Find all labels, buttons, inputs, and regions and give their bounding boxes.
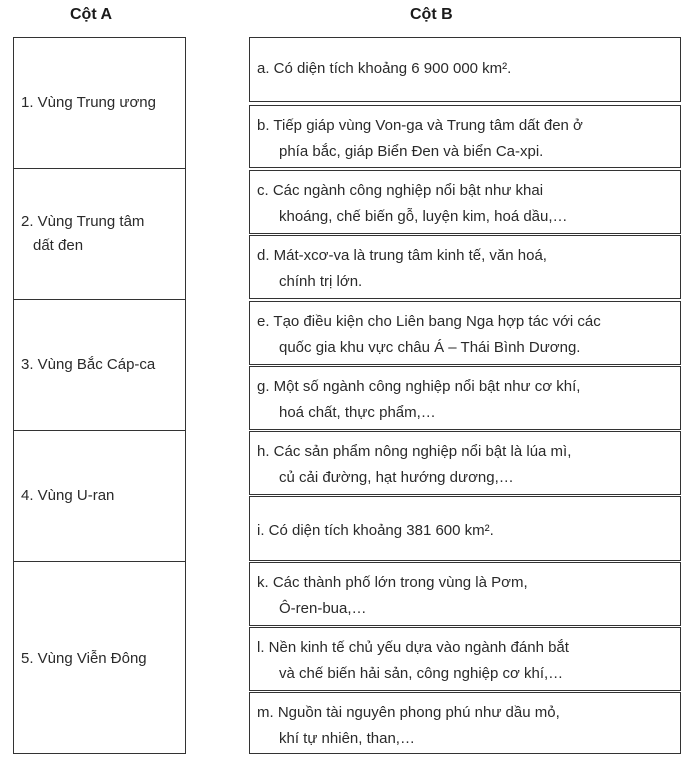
item-text-line2: và chế biến hải sản, công nghiệp cơ khí,… (279, 665, 564, 682)
item-text: 5. Vùng Viễn Đông (21, 649, 147, 667)
column-a-item-1 (14, 38, 185, 169)
item-text: 3. Vùng Bắc Cáp-ca (21, 356, 156, 373)
column-b-table (249, 37, 681, 754)
column-b-item-a (249, 37, 681, 102)
item-text: c. Các ngành công nghiệp nổi bật như khai (257, 182, 544, 199)
item-text: b. Tiếp giáp vùng Von-ga và Trung tâm dất đen ở (257, 117, 583, 134)
item-text-line2: chính trị lớn. (279, 273, 363, 290)
column-b-item-i (249, 496, 681, 561)
item-text: e. Tạo điều kiện cho Liên bang Nga hợp tác với các (257, 313, 601, 330)
item-text: i. Có diện tích khoảng 381 600 km². (257, 522, 494, 539)
item-text: k. Các thành phố lớn trong vùng là Pơm, (257, 574, 528, 591)
item-text-line2: Ô-ren-bua,… (279, 600, 367, 617)
item-text: d. Mát-xcơ-va là trung tâm kinh tế, văn hoá, (257, 247, 547, 264)
column-b-item-b (249, 105, 681, 168)
item-text-line2: củ cải đường, hạt hướng dương,… (279, 469, 514, 486)
item-text: l. Nền kinh tế chủ yếu dựa vào ngành đánh bắt (257, 639, 569, 656)
column-a-item-2 (14, 169, 185, 300)
column-b-item-d (249, 235, 681, 299)
column-a-item-3 (14, 300, 185, 431)
item-text: m. Nguồn tài nguyên phong phú như dầu mỏ, (257, 704, 560, 721)
column-b-item-k (249, 562, 681, 626)
item-text-line2: phía bắc, giáp Biển Đen và biển Ca-xpi. (279, 143, 544, 160)
item-text: 2. Vùng Trung tâm (21, 213, 145, 230)
item-text-line2: dất đen (33, 237, 84, 254)
item-text-line2: quốc gia khu vực châu Á – Thái Bình Dương. (279, 339, 581, 356)
item-text: a. Có diện tích khoảng 6 900 000 km². (257, 60, 512, 77)
item-text-line2: khí tự nhiên, than,… (279, 730, 415, 747)
item-text: h. Các sản phẩm nông nghiệp nổi bật là lúa mì, (257, 443, 572, 460)
item-text: g. Một số ngành công nghiệp nổi bật như cơ khí, (257, 378, 581, 395)
column-a-table (13, 37, 186, 754)
column-b-item-l (249, 627, 681, 691)
column-b-item-g (249, 366, 681, 430)
item-text-line2: hoá chất, thực phẩm,… (279, 404, 436, 421)
column-b-item-m (249, 692, 681, 754)
column-b-item-e (249, 301, 681, 365)
item-text: 4. Vùng U-ran (21, 487, 115, 504)
column-a-item-4 (14, 431, 185, 562)
column-a-item-5 (14, 562, 185, 755)
item-text-line2: khoáng, chế biến gỗ, luyện kim, hoá dầu,… (279, 208, 568, 225)
item-text: 1. Vùng Trung ương (21, 94, 156, 111)
column-b-header: Cột B (410, 6, 453, 23)
column-b-item-c (249, 170, 681, 234)
column-a-header: Cột A (70, 6, 113, 23)
column-b-item-h (249, 431, 681, 495)
